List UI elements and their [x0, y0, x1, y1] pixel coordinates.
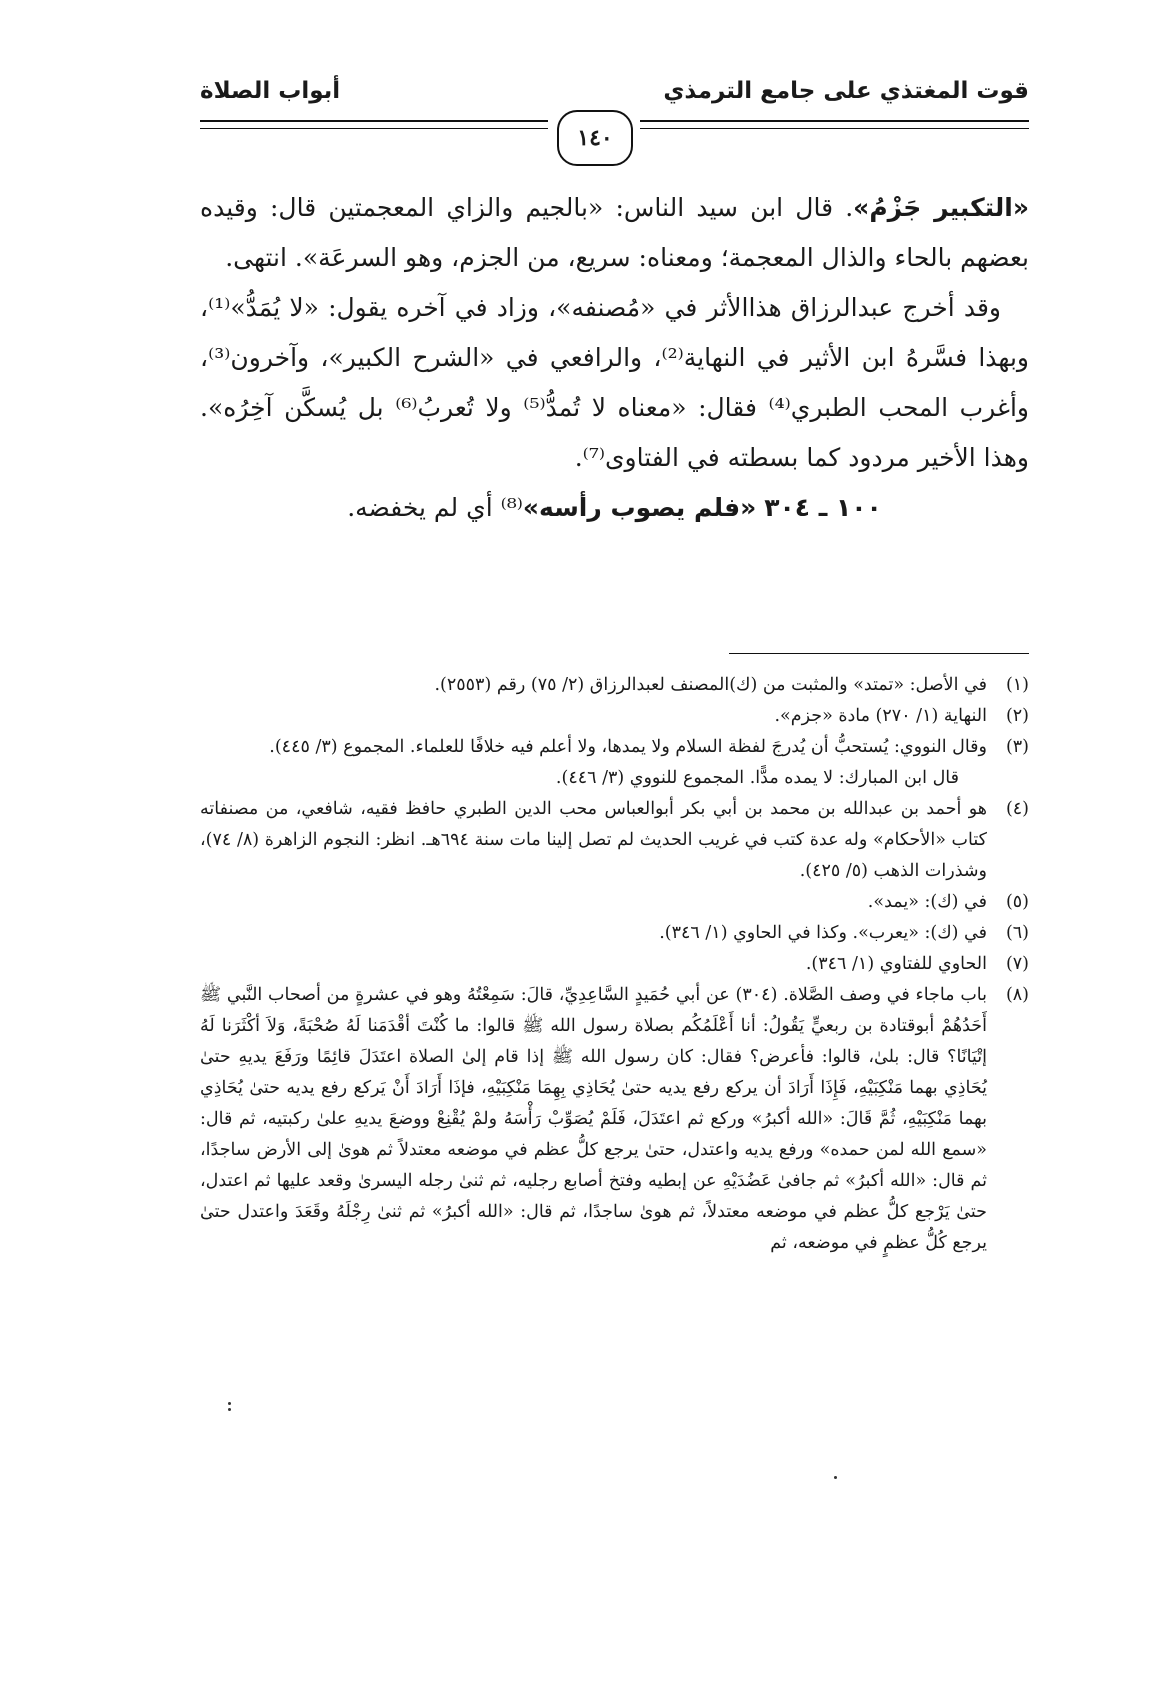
footnote-item — [200, 980, 1029, 1259]
scan-speck — [228, 1402, 231, 1405]
footnote-text: النهاية (١/ ٢٧٠) مادة «جزم». — [774, 706, 987, 726]
page-header — [200, 78, 1029, 168]
footnote-text: في الأصل: «تمتد» والمثبت من (ك)المصنف لعبدالرزاق (٢/ ٧٥) رقم (٢٥٥٣). — [434, 675, 987, 695]
quote-bold-2: «فلم يصوب رأسه» — [522, 493, 757, 522]
footnote-text: وقال النووي: يُستحبُّ أن يُدرجَ لفظة السلام ولا يمدها، ولا أعلم فيه خلافًا للعلماء. المجموع (٣/ ٤٤٥). — [269, 737, 987, 757]
footnote-text: هو أحمد بن عبدالله بن محمد بن أبي بكر أبوالعباس محب الدين الطبري حافظ فقيه، شافعي، من مصنفاته كتاب «الأحكام» وله عدة كتب في غريب الحديث لم تصل إلينا مات سنة ٦٩٤هـ. انظر: النجوم الزاهرة (٨/ ٧٤)، وشذرات الذهب (٥/ ٤٢٥). — [200, 799, 987, 881]
quote-bold-1: «التكبير جَزْمُ» — [853, 193, 1029, 222]
paragraph-2-text: وقد أخرج عبدالرزاق هذاالأثر في «مُصنفه»، وزاد في آخره يقول: «لا يُمَدُّ»⁽¹⁾، وبهذا فسَّرهُ ابن الأثير في النهاية⁽²⁾، والرافعي في «الشرح الكبير»، وآخرون⁽³⁾، وأغرب المحب الطبري⁽⁴⁾ فقال: «معناه لا تُمدُّ⁽⁵⁾ ولا تُعربُ⁽⁶⁾ بل يُسكَّن آخِرُه». وهذا الأخير مردود كما بسطته في الفتاوى⁽⁷⁾. — [200, 293, 1029, 472]
footnote-text: في (ك): «يمد». — [867, 892, 987, 912]
header-rule-right — [640, 120, 1029, 122]
main-text — [200, 183, 1029, 533]
footnote-number: (٢) — [1005, 706, 1029, 726]
footnote-item — [200, 918, 1029, 949]
footnote-item — [200, 732, 1029, 763]
paragraph-2 — [200, 283, 1029, 483]
header-rule-right-2 — [640, 128, 1029, 129]
chapter-title: أبواب الصلاة — [200, 78, 341, 104]
paragraph-1-text: . قال ابن سيد الناس: «بالجيم والزاي المعجمتين قال: وقيده بعضهم بالحاء والذال المعجمة؛ ومعناه: سريع، من الجزم، وهو السرعَة». انتهى. — [200, 193, 1029, 272]
book-title: قوت المغتذي على جامع الترمذي — [663, 78, 1029, 104]
footnote-text: في (ك): «يعرب». وكذا في الحاوي (١/ ٣٤٦). — [659, 923, 987, 943]
footnote-number: (٥) — [1005, 892, 1029, 912]
footnote-number: (١) — [1005, 675, 1029, 695]
header-rule-left-2 — [200, 128, 548, 129]
footnote-number: (٣) — [1005, 737, 1029, 757]
paragraph-1 — [200, 183, 1029, 283]
scan-speck — [228, 1408, 231, 1411]
footnote-item — [200, 794, 1029, 887]
footnote-number: (٨) — [1005, 985, 1029, 1005]
header-rule-left — [200, 120, 548, 122]
footnote-number: (٤) — [1005, 799, 1029, 819]
footnote-item — [200, 670, 1029, 701]
footnote-separator — [729, 653, 1029, 654]
footnote-number: (٦) — [1005, 923, 1029, 943]
footnote-continuation: قال ابن المبارك: لا يمده مدًّا. المجموع للنووي (٣/ ٤٤٦). — [555, 768, 959, 788]
footnote-item — [200, 887, 1029, 918]
footnote-text: باب ماجاء في وصف الصَّلاة. (٣٠٤) عن أبي حُمَيدٍ السَّاعِدِيِّ، قالَ: سَمِعْتُهُ وهو في عشرةٍ من أصحاب النَّبي ﷺ أَحَدُهُمْ أبوقتادة بن ربعيٍّ يَقُولُ: أنا أَعْلَمُكُم بصلاة رسول الله ﷺ قالوا: ما كُنْتَ أقْدَمَنا لَهُ صُحْبَةً، وَلاَ أكْثَرَنا لَهُ إتْيَانًا؟ قال: بلىٰ، قالوا: فأعرض؟ فقال: كان رسول الله ﷺ إذا قام إلىٰ الصلاة اعتَدَلَ قائِمًا ورَفَعَ يديهِ حتىٰ يُحَاذِي بهما مَنْكِبَيْهِ، فَإِذَا أَرَادَ أن يركع رفع يديه حتىٰ يُحَاذِي بِهِمَا مَنْكِبَيْهِ، فإذَا أَرَادَ أَنْ يَركع رفع يديه حتىٰ يُحَاذِي بهما مَنْكِبَيْهِ، ثُمَّ قَالَ: «الله أكبرُ» وركع ثم اعتَدَلَ، فَلَمْ يُصَوِّبْ رَأْسَهُ ولمْ يُقْنِعْ ووضعَ يديهِ علىٰ ركبتيه، ثم قال: «سمع الله لمن حمده» ورفع يديه واعتدل، حتىٰ يرجع كلُّ عظم في موضعه معتدلاً ثم هوىٰ إلى الأرض ساجدًا، ثم قال: «الله أكبرُ» ثم جافىٰ عَضُدَيْهِ عن إبطيه وفتخ أصابع رجليه، ثم ثنىٰ رجله اليسرىٰ وقعد عليها ثم اعتدل، حتىٰ يَرْجع كلُّ عظم في موضعه معتدلاً، ثم هوىٰ ساجدًا، ثم قال: «الله أكبرُ» ثم ثنىٰ رِجْلَهُ وقَعَدَ واعتدل حتىٰ يرجع كُلُّ عظمٍ في موضعه، ثم — [200, 985, 988, 1253]
footnote-text: الحاوي للفتاوي (١/ ٣٤٦). — [805, 954, 987, 974]
footnotes — [200, 670, 1029, 1259]
paragraph-3-text: ⁽⁸⁾ أي لم يخفضه. — [347, 493, 523, 522]
scan-speck — [834, 1476, 837, 1479]
paragraph-3 — [200, 483, 1029, 533]
page-number: ١٤٠ — [557, 110, 633, 166]
footnote-item — [200, 949, 1029, 980]
footnote-number: (٧) — [1005, 954, 1029, 974]
footnote-item — [200, 701, 1029, 732]
hadith-number: ١٠٠ ـ ٣٠٤ — [764, 493, 882, 522]
